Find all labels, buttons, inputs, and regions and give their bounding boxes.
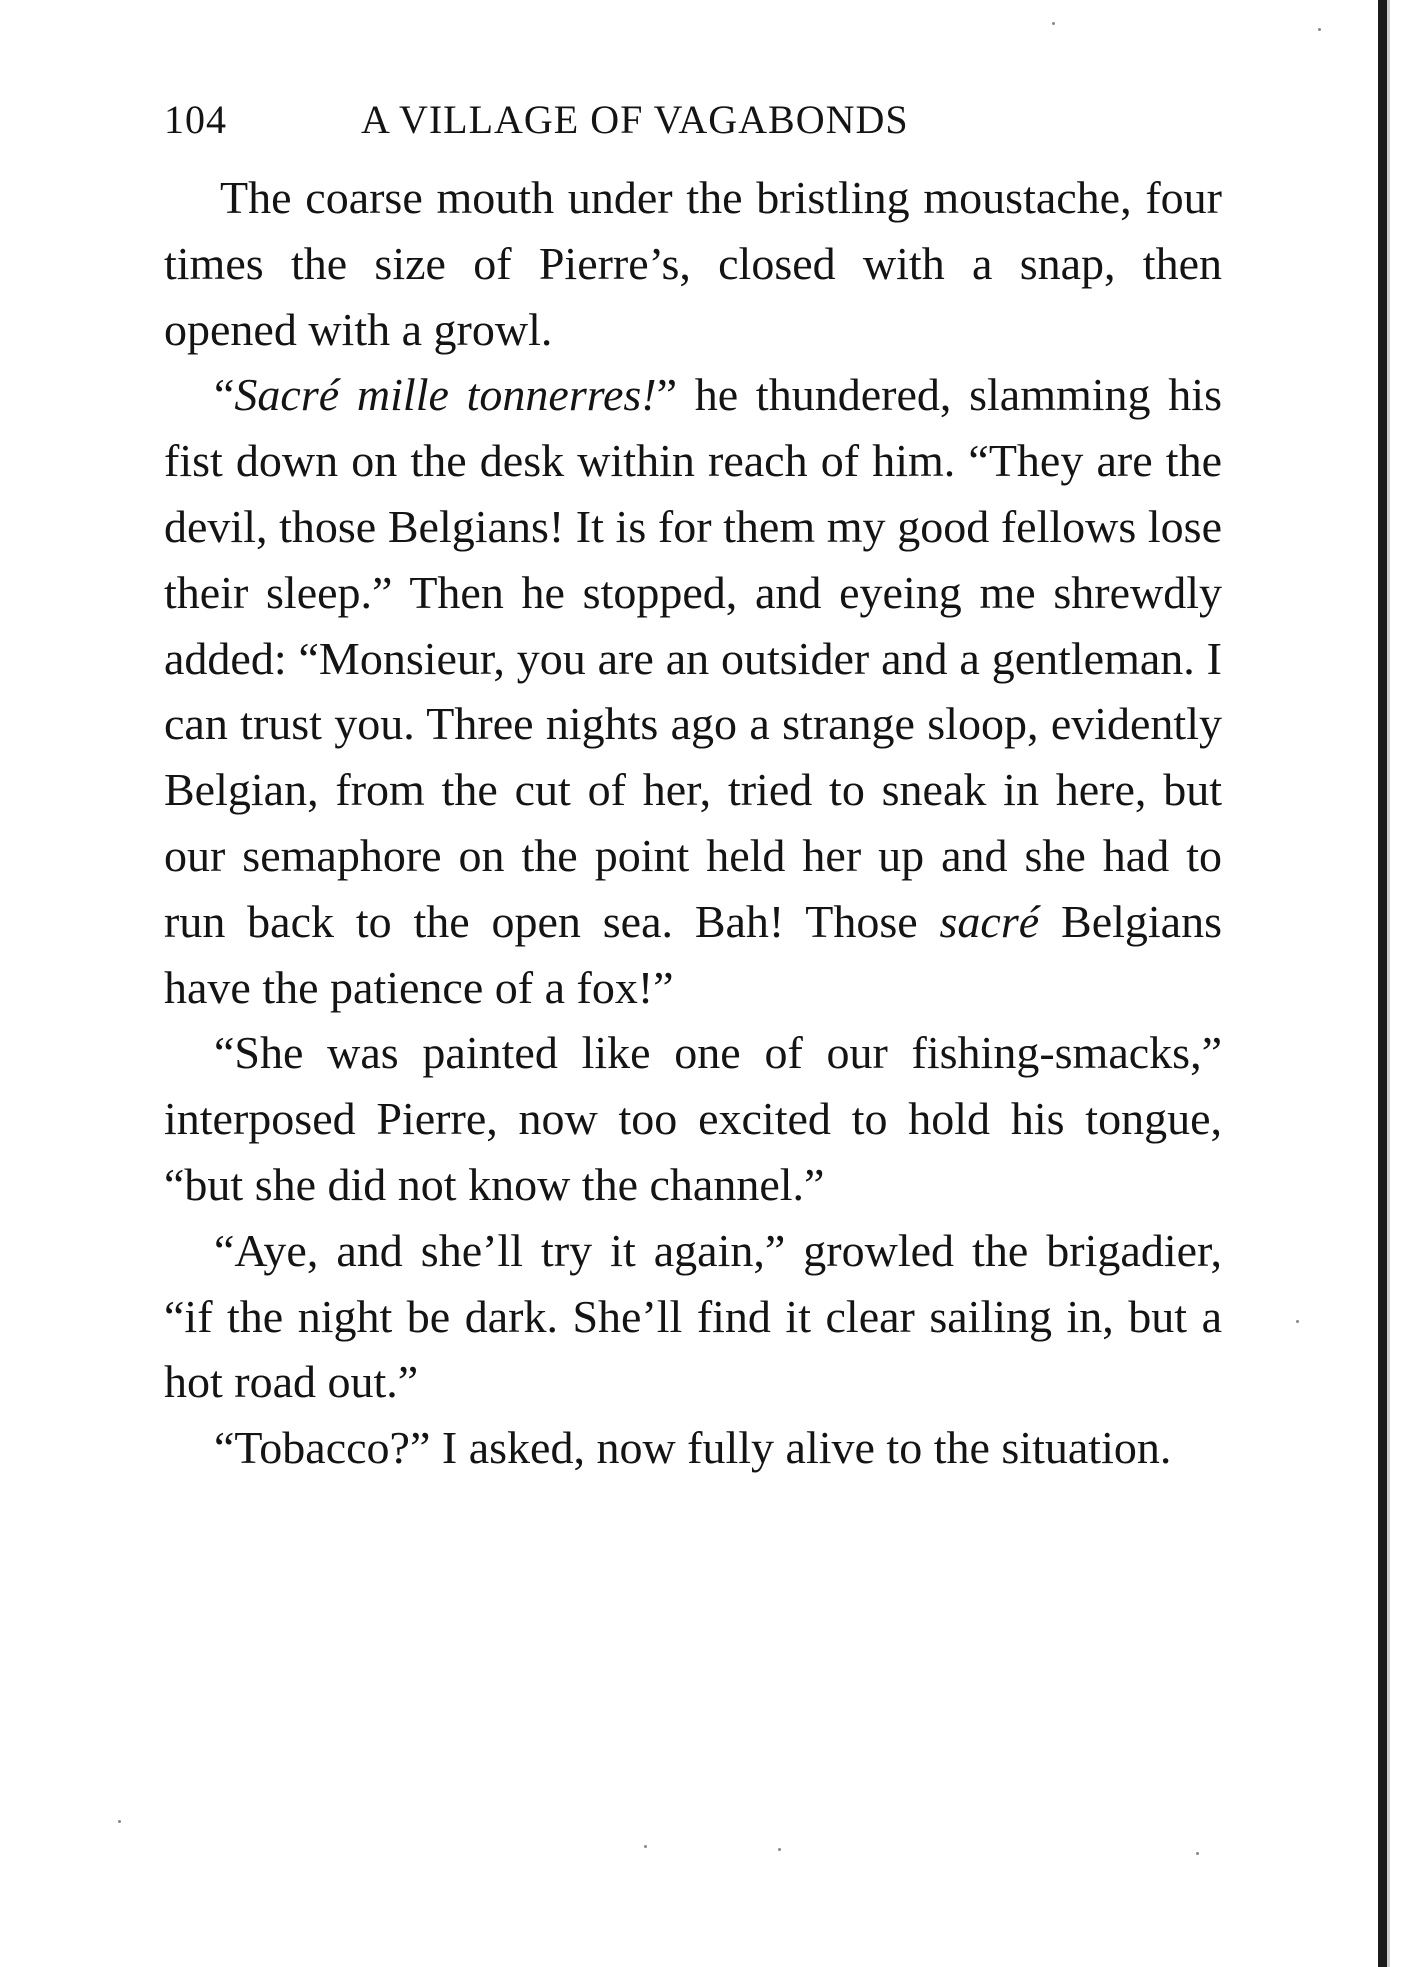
paragraph-4: “Aye, and she’ll try it again,” growled the brigadier, “if the night be dark. She’ll find it clear sailing in, but a hot road out.”: [164, 1224, 1222, 1408]
scan-speck: [644, 1845, 647, 1848]
paragraph-2-italic-exclamation: Sacré mille tonnerres!: [234, 369, 657, 421]
body-text: [164, 165, 1222, 1481]
scan-speck: [1196, 1852, 1199, 1855]
paragraph-2-text-end: Belgians have the patience of a fox!”: [164, 895, 1222, 1013]
paragraph-2-text: ” he thundered, slamming his fist down on the desk within reach of him. “They are the devil, those Belgians! It is for them my good fellows lose their sleep.” Then he stopped, and eyeing me shrewdly added: “Monsieur, you are an outsider and a gentleman. I can trust you. Three nights ago a strange sloop, evidently Belgian, from the cut of her, tried to sneak in here, but our semaphore on the point held her up and she had to run back to the open sea. Bah! Those: [164, 369, 1222, 947]
paragraph-1: The coarse mouth under the bristling moustache, four times the size of Pierre’s, closed with a snap, then opened with a growl.: [164, 172, 1222, 355]
running-head: [164, 95, 1024, 145]
scan-speck: [778, 1848, 781, 1851]
scan-speck: [1296, 1320, 1299, 1323]
running-title: A VILLAGE OF VAGABONDS: [361, 97, 909, 142]
paragraph-5: “Tobacco?” I asked, now fully alive to the situation.: [214, 1422, 1172, 1474]
scan-speck: [118, 1820, 121, 1823]
scan-speck: [1052, 22, 1055, 25]
paragraph-3: “She was painted like one of our fishing-smacks,” interposed Pierre, now too excited to hold his tongue, “but she did not know the channel.”: [164, 1027, 1222, 1210]
scan-speck: [1318, 28, 1321, 31]
paragraph-2-italic-word: sacré: [939, 895, 1040, 947]
page-binding-edge: [1378, 0, 1387, 1967]
page-number: 104: [164, 97, 227, 142]
paragraph-2: [164, 362, 1222, 1020]
paragraph-2-open-quote: “: [214, 369, 235, 421]
